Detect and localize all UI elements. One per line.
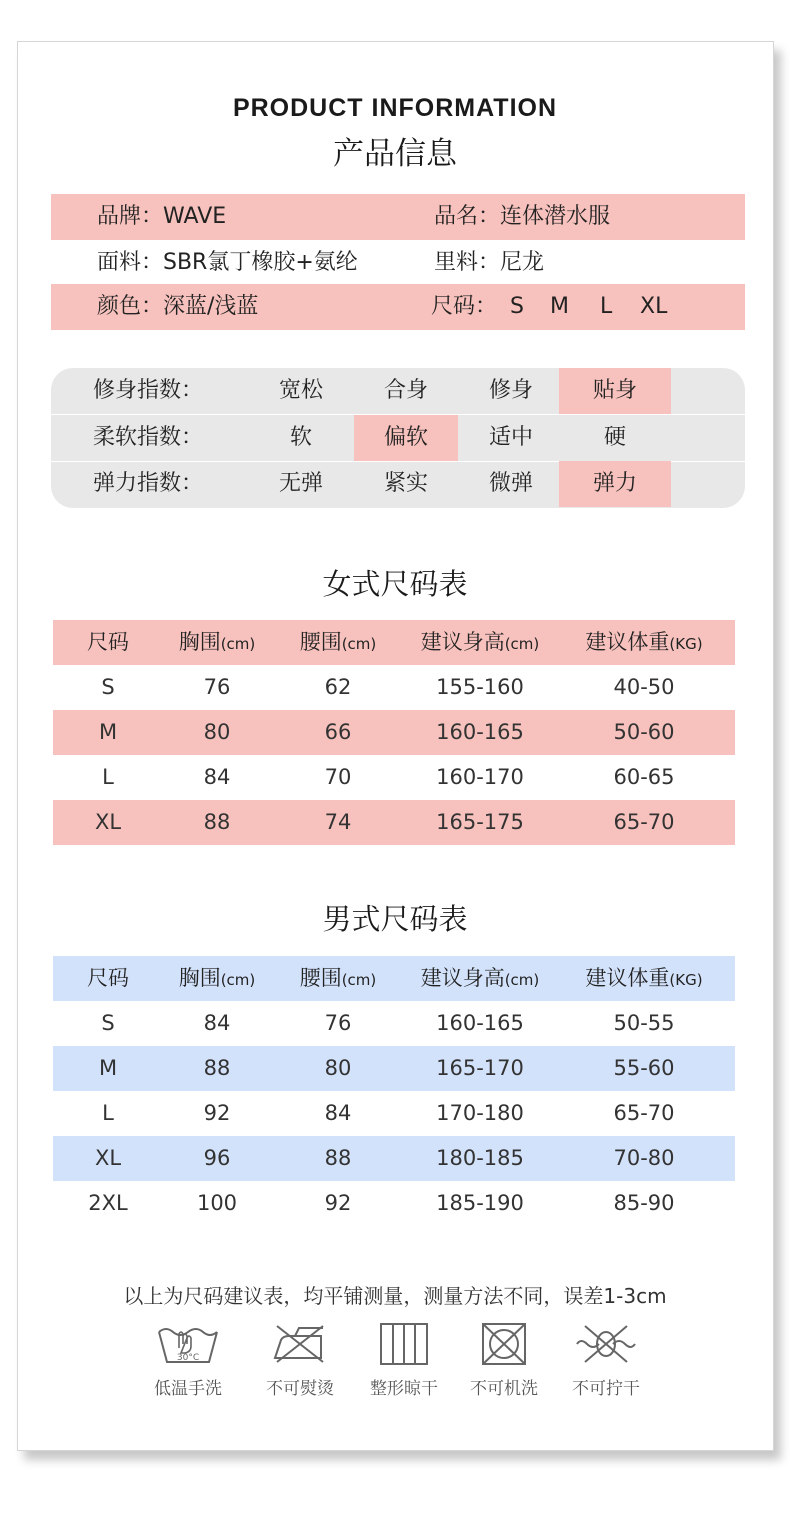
table-cell: 55-60 (613, 1056, 675, 1080)
fit-option: 无弹 (278, 471, 323, 497)
header-unit: (KG) (669, 635, 703, 653)
table-cell: 62 (324, 675, 352, 699)
fit-option: 合身 (383, 378, 428, 403)
table-cell: 180-185 (436, 1146, 524, 1170)
table-cell: 165-175 (436, 810, 524, 834)
table-cell: 170-180 (436, 1101, 524, 1125)
no-wring-icon (571, 1322, 641, 1366)
care-label: 不可熨烫 (266, 1379, 334, 1399)
table-cell: 160-165 (436, 1011, 524, 1035)
table-cell: 185-190 (436, 1191, 524, 1215)
fit-option: 微弹 (488, 471, 533, 497)
table-cell: 65-70 (613, 1101, 675, 1125)
table-cell: 88 (203, 1056, 231, 1080)
care-item-no-wring (546, 1322, 666, 1399)
table-cell: 65-70 (613, 810, 675, 834)
title-english: PRODUCT INFORMATION (232, 94, 558, 122)
table-row (53, 800, 735, 845)
color-text: 颜色：深蓝/浅蓝 (97, 294, 259, 319)
header-main: 建议体重 (585, 630, 670, 654)
size-option-l: L (600, 294, 613, 319)
header-main: 建议体重 (585, 966, 670, 990)
header-main: 建议身高 (420, 630, 505, 654)
table-header-cell (162, 620, 272, 665)
table-cell: S (101, 1011, 115, 1035)
header-unit: (cm) (504, 635, 540, 653)
table-row (53, 1181, 735, 1226)
care-temp-text: 30°C (176, 1353, 200, 1363)
table-cell: 50-60 (613, 720, 675, 744)
table-row (53, 1046, 735, 1091)
fit-option: 硬 (603, 424, 626, 450)
header-main: 尺码 (87, 966, 129, 990)
table-cell: 88 (324, 1146, 352, 1170)
care-label: 不可拧干 (572, 1379, 640, 1399)
table-cell: 160-170 (436, 765, 524, 789)
table-cell: XL (94, 1146, 122, 1170)
table-header-cell (395, 620, 565, 665)
fit-option-selected: 贴身 (559, 368, 671, 414)
table-header-cell (278, 956, 398, 1001)
fit-option: 紧实 (383, 471, 428, 497)
table-cell: 76 (324, 1011, 352, 1035)
fit-option: 适中 (488, 424, 533, 450)
table-cell: XL (94, 810, 122, 834)
header-unit: (KG) (669, 971, 703, 989)
fabric-text: 面料：SBR氯丁橡胶+氨纶 (97, 250, 358, 275)
size-option-m: M (550, 294, 569, 319)
table-cell: 155-160 (436, 675, 524, 699)
table-cell: 84 (324, 1101, 352, 1125)
table-row (53, 710, 735, 755)
fit-row-label: 弹力指数： (93, 471, 204, 497)
table-cell: 96 (203, 1146, 231, 1170)
no-machine-wash-icon (469, 1322, 539, 1366)
measurement-note: 以上为尺码建议表，均平铺测量，测量方法不同，误差1-3cm (123, 1284, 667, 1308)
care-label: 低温手洗 (154, 1379, 222, 1399)
header-unit: (cm) (220, 635, 256, 653)
table-cell: 2XL (88, 1191, 128, 1215)
brand-text: 品牌：WAVE (97, 204, 227, 229)
fit-option-selected: 弹力 (559, 461, 671, 507)
women-table-title: 女式尺码表 (322, 567, 468, 601)
table-cell: 66 (324, 720, 352, 744)
care-item-no-iron (240, 1322, 360, 1399)
header-unit: (cm) (341, 971, 377, 989)
table-cell: 74 (324, 810, 352, 834)
lining-text: 里料：尼龙 (434, 250, 545, 275)
table-cell: 76 (203, 675, 231, 699)
table-header-cell (53, 956, 163, 1001)
table-header-cell (53, 620, 163, 665)
table-row (53, 665, 735, 710)
fit-option: 软 (289, 424, 312, 450)
table-cell: M (98, 1056, 118, 1080)
fit-option-selected: 偏软 (354, 415, 458, 461)
header-main: 腰围 (299, 630, 342, 654)
header-main: 胸围 (178, 630, 221, 654)
table-cell: 50-55 (613, 1011, 675, 1035)
table-header-cell (162, 956, 272, 1001)
table-cell: 80 (324, 1056, 352, 1080)
table-row (53, 755, 735, 800)
table-row (53, 1091, 735, 1136)
table-cell: 92 (203, 1101, 231, 1125)
table-cell: 84 (203, 765, 231, 789)
table-header-cell (278, 620, 398, 665)
table-header-cell (559, 956, 729, 1001)
dry-flat-icon (369, 1322, 439, 1366)
care-item-hand-wash (128, 1322, 248, 1399)
title-chinese: 产品信息 (333, 136, 457, 172)
men-table-title: 男式尺码表 (322, 902, 468, 936)
table-cell: L (102, 1101, 114, 1125)
fit-row-label: 修身指数： (93, 378, 204, 403)
header-main: 建议身高 (420, 966, 505, 990)
table-cell: 165-170 (436, 1056, 524, 1080)
size-label: 尺码： (431, 294, 498, 319)
fit-row (51, 461, 745, 507)
hand-wash-30c-icon (153, 1322, 223, 1366)
table-cell: 160-165 (436, 720, 524, 744)
info-row-material (51, 240, 745, 286)
size-option-s: S (510, 294, 524, 319)
table-row (53, 1136, 735, 1181)
table-cell: 80 (203, 720, 231, 744)
table-cell: L (102, 765, 114, 789)
table-cell: 85-90 (613, 1191, 675, 1215)
no-iron-icon (265, 1322, 335, 1366)
header-unit: (cm) (220, 971, 256, 989)
table-header-cell (395, 956, 565, 1001)
header-main: 腰围 (299, 966, 342, 990)
fit-option: 宽松 (278, 378, 323, 403)
table-cell: 40-50 (613, 675, 675, 699)
table-cell: S (101, 675, 115, 699)
header-main: 尺码 (87, 630, 129, 654)
table-cell: 70 (324, 765, 352, 789)
table-cell: 70-80 (613, 1146, 675, 1170)
table-cell: 92 (324, 1191, 352, 1215)
table-header-row (53, 956, 735, 1001)
fit-index-panel (51, 368, 745, 508)
fit-row (51, 415, 745, 462)
fit-row (51, 368, 745, 415)
fit-row-label: 柔软指数： (93, 424, 204, 450)
table-cell: 84 (203, 1011, 231, 1035)
header-main: 胸围 (178, 966, 221, 990)
header-unit: (cm) (504, 971, 540, 989)
product-name-text: 品名：连体潜水服 (434, 204, 611, 229)
header-unit: (cm) (341, 635, 377, 653)
size-option-xl: XL (640, 294, 668, 319)
table-cell: M (98, 720, 118, 744)
care-label: 不可机洗 (470, 1379, 538, 1399)
care-label: 整形晾干 (370, 1379, 438, 1399)
table-cell: 100 (196, 1191, 238, 1215)
fit-option: 修身 (488, 378, 533, 403)
info-row-color (51, 284, 745, 330)
table-row (53, 1001, 735, 1046)
info-row-brand (51, 194, 745, 240)
table-cell: 60-65 (613, 765, 675, 789)
table-header-cell (559, 620, 729, 665)
table-header-row (53, 620, 735, 665)
table-cell: 88 (203, 810, 231, 834)
